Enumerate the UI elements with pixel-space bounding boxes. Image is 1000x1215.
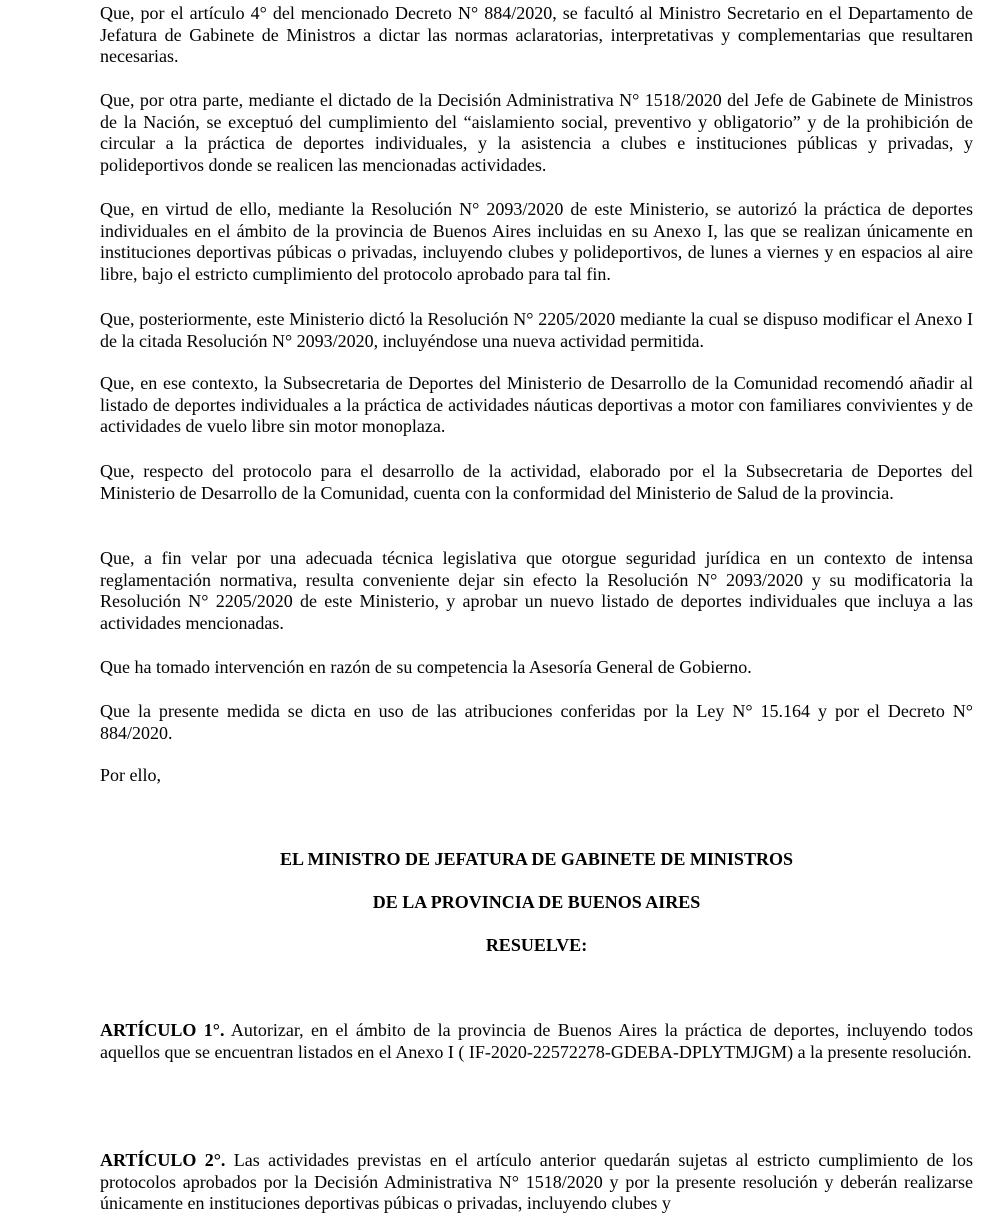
article-1 (100, 1020, 973, 1063)
paragraph-considerando-protocolo: Que, respecto del protocolo para el desarrollo de la actividad, elaborado por el la Subsecretaria de Deportes del Ministerio de Desarrollo de la Comunidad, cuenta con la conformidad del Ministerio de Salud de la provincia. (100, 461, 973, 503)
heading-provincia: DE LA PROVINCIA DE BUENOS AIRES (372, 892, 701, 912)
article-2-label: ARTÍCULO 2°. (100, 1150, 226, 1170)
article-2-text: Las actividades previstas en el artículo anterior quedarán sujetas al estricto cumplimiento de los protocolos aprobados por la Decisión Administrativa N° 1518/2020 y por la presente resolución y deberán realizarse únicamente en instituciones deportivas púbicas o privadas, incluyendo clubes y (100, 1150, 973, 1213)
paragraph-considerando-tecnica-legislativa: Que, a fin velar por una adecuada técnica legislativa que otorgue seguridad jurídica en un contexto de intensa reglamentación normativa, resulta conveniente dejar sin efecto la Resolución N° 2093/2020 y su modificatoria la Resolución N° 2205/2020 de este Ministerio, y aprobar un nuevo listado de deportes individuales que incluya a las actividades mencionadas. (100, 548, 973, 633)
article-1-text: Autorizar, en el ámbito de la provincia de Buenos Aires la práctica de deportes, incluyendo todos aquellos que se encuentran listados en el Anexo I ( IF-2020-22572278-GDEBA-DPLYTMJGM) a la presente resolución. (100, 1020, 973, 1062)
paragraph-considerando-decision-1518: Que, por otra parte, mediante el dictado de la Decisión Administrativa N° 1518/2020 del Jefe de Gabinete de Ministros de la Nación, se exceptuó del cumplimiento del “aislamiento social, preventivo y obligatorio” y de la prohibición de circular a la práctica de deportes individuales, y la asistencia a clubes e instituciones públicas y privadas, y polideportivos donde se realicen las mencionadas actividades. (100, 90, 973, 175)
paragraph-considerando-resolucion-2093: Que, en virtud de ello, mediante la Resolución N° 2093/2020 de este Ministerio, se autorizó la práctica de deportes individuales en el ámbito de la provincia de Buenos Aires incluidas en su Anexo I, las que se realizan únicamente en instituciones deportivas púbicas o privadas, incluyendo clubes y polideportivos, de lunes a viernes y en espacios al aire libre, bajo el estricto cumplimiento del protocolo aprobado para tal fin. (100, 199, 973, 284)
paragraph-considerando-subsecretaria: Que, en ese contexto, la Subsecretaria de Deportes del Ministerio de Desarrollo de la Comunidad recomendó añadir al listado de deportes individuales a la práctica de actividades náuticas deportivas a motor con familiares convivientes y de actividades de vuelo libre sin motor monoplaza. (100, 373, 973, 436)
article-1-label: ARTÍCULO 1°. (100, 1020, 225, 1040)
paragraph-considerando-asesoria: Que ha tomado intervención en razón de su competencia la Asesoría General de Gobierno. (100, 657, 752, 677)
paragraph-considerando-atribuciones: Que la presente medida se dicta en uso de las atribuciones conferidas por la Ley N° 15.164 y por el Decreto N° 884/2020. (100, 701, 973, 743)
paragraph-considerando-resolucion-2205: Que, posteriormente, este Ministerio dictó la Resolución N° 2205/2020 mediante la cual se dispuso modificar el Anexo I de la citada Resolución N° 2093/2020, incluyéndose una nueva actividad permitida. (100, 309, 973, 351)
heading-resuelve: RESUELVE: (485, 935, 588, 955)
heading-ministro: EL MINISTRO DE JEFATURA DE GABINETE DE MINISTROS (280, 849, 793, 869)
paragraph-considerando-decreto-884: Que, por el artículo 4° del mencionado Decreto N° 884/2020, se facultó al Ministro Secretario en el Departamento de Jefatura de Gabinete de Ministros a dictar las normas aclaratorias, interpretativas y complementarias que resultaren necesarias. (100, 3, 973, 66)
article-2 (100, 1150, 973, 1215)
paragraph-por-ello: Por ello, (100, 765, 161, 785)
